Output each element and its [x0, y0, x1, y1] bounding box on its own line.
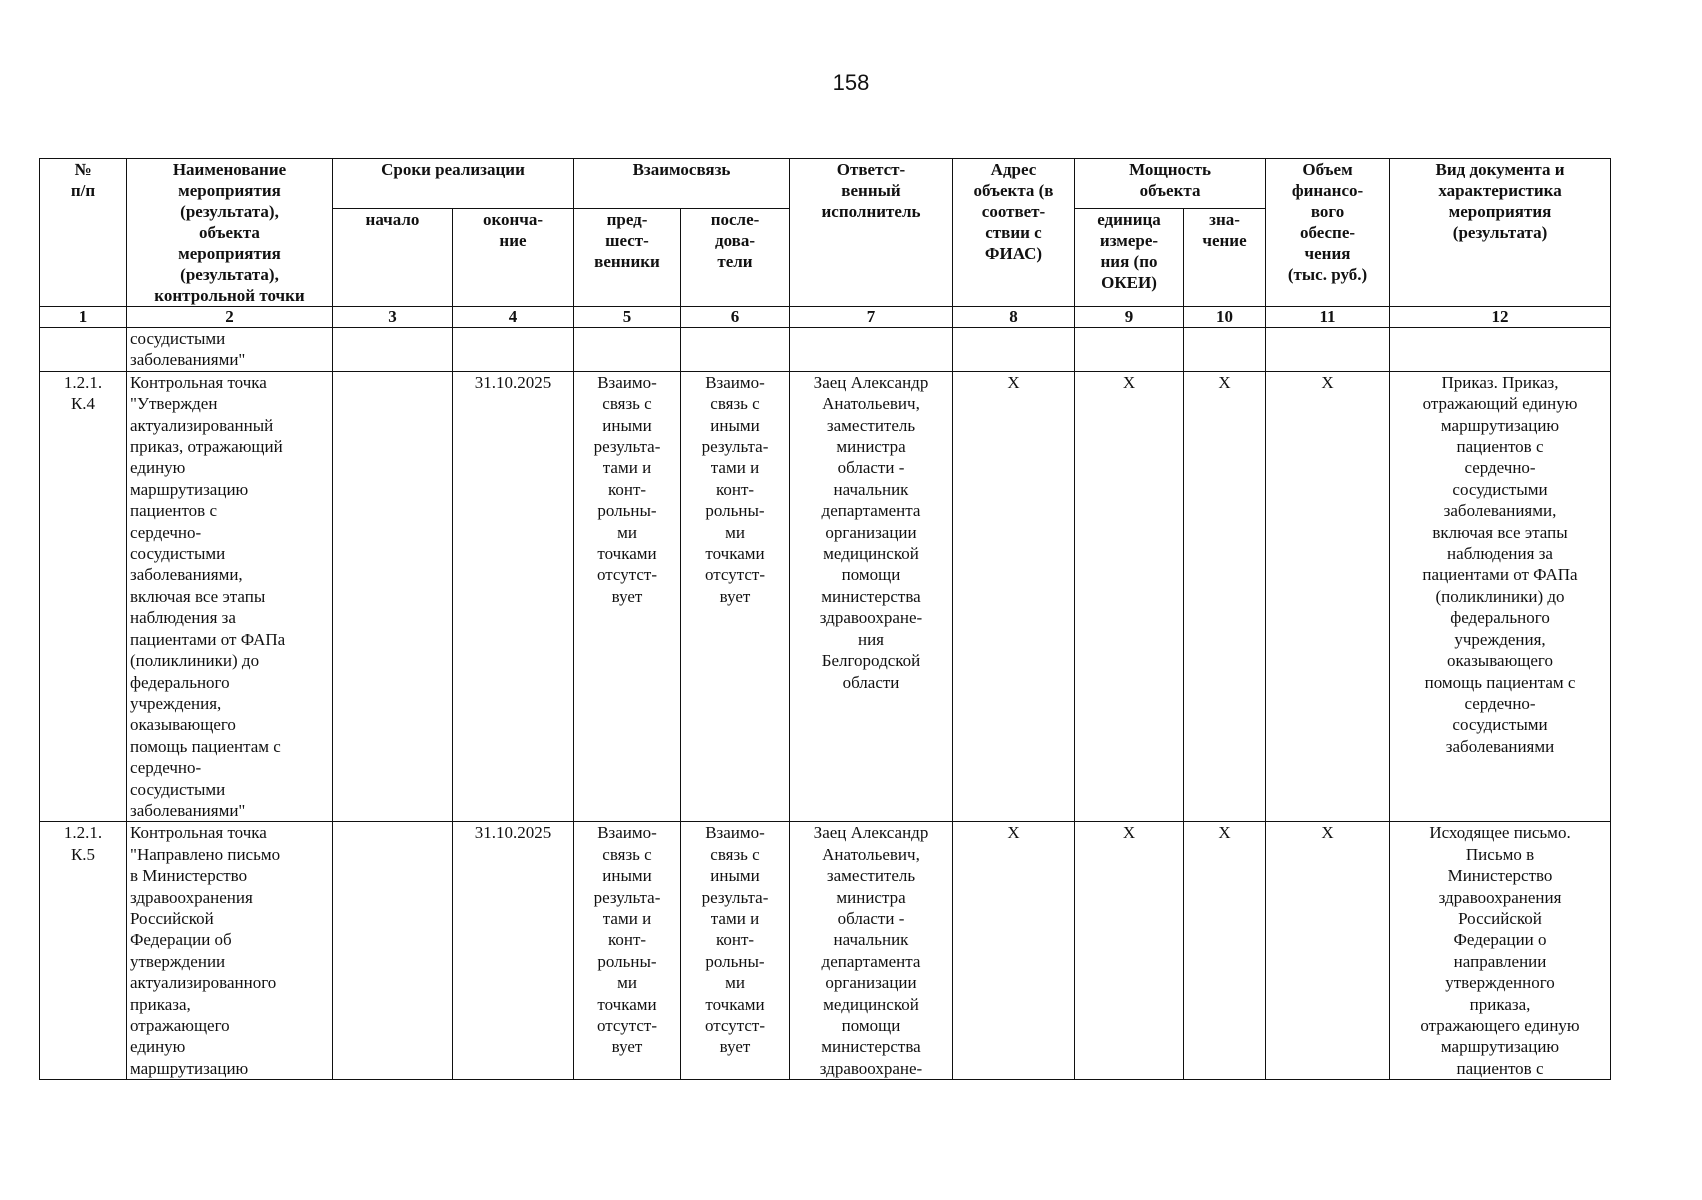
column-number: 10	[1184, 307, 1266, 328]
table-row	[40, 822, 1611, 1080]
row-responsible: Заец Александр Анатольевич, заместитель министра области - начальник департамента организации медицинской помощи министерства здравоохране- ния Белгородской области	[790, 371, 953, 822]
column-number: 12	[1390, 307, 1611, 328]
row-value: X	[1184, 822, 1266, 1080]
column-number: 8	[953, 307, 1075, 328]
row-value: X	[1184, 371, 1266, 822]
row-num: 1.2.1. К.5	[40, 822, 127, 1080]
row-doc-type: Приказ. Приказ, отражающий единую маршрутизацию пациентов с сердечно- сосудистыми заболеваниями, включая все этапы наблюдения за пациентами от ФАПа (поликлиники) до федерального учреждения, оказывающего помощь пациентам с сердечно- сосудистыми заболеваниями	[1390, 371, 1611, 822]
row-num: 1.2.1. К.4	[40, 371, 127, 822]
continuation-name: сосудистыми заболеваниями"	[127, 328, 333, 372]
column-number: 4	[453, 307, 574, 328]
row-successors: Взаимо- связь с иными результа- тами и конт- рольны- ми точками отсутст- вует	[681, 371, 790, 822]
header-terms: Сроки реализации	[333, 159, 574, 209]
row-address: X	[953, 822, 1075, 1080]
header-unit: единица измере- ния (по ОКЕИ)	[1075, 208, 1184, 306]
row-predecessors: Взаимо- связь с иными результа- тами и конт- рольны- ми точками отсутст- вует	[574, 371, 681, 822]
row-funding: X	[1266, 371, 1390, 822]
header-successors: после- дова- тели	[681, 208, 790, 306]
row-unit: X	[1075, 822, 1184, 1080]
column-number: 5	[574, 307, 681, 328]
row-unit: X	[1075, 371, 1184, 822]
header-value: зна- чение	[1184, 208, 1266, 306]
row-doc-type: Исходящее письмо. Письмо в Министерство здравоохранения Российской Федерации о направлении утвержденного приказа, отражающего единую маршрутизацию пациентов с	[1390, 822, 1611, 1080]
row-responsible: Заец Александр Анатольевич, заместитель министра области - начальник департамента организации медицинской помощи министерства здравоохране-	[790, 822, 953, 1080]
row-address: X	[953, 371, 1075, 822]
continuation-row	[40, 328, 1611, 372]
header-name: Наименование мероприятия (результата), объекта мероприятия (результата), контрольной точки	[127, 159, 333, 307]
row-name: Контрольная точка "Направлено письмо в Министерство здравоохранения Российской Федерации об утверждении актуализированного приказа, отражающего единую маршрутизацию	[127, 822, 333, 1080]
table-row	[40, 371, 1611, 822]
row-funding: X	[1266, 822, 1390, 1080]
header-funding: Объем финансо- вого обеспе- чения (тыс. руб.)	[1266, 159, 1390, 307]
row-successors: Взаимо- связь с иными результа- тами и конт- рольны- ми точками отсутст- вует	[681, 822, 790, 1080]
row-name: Контрольная точка "Утвержден актуализированный приказ, отражающий единую маршрутизацию пациентов с сердечно- сосудистыми заболеваниями, включая все этапы наблюдения за пациентами от ФАПа (поликлиники) до федерального учреждения, оказывающего помощь пациентам с сердечно- сосудистыми заболеваниями"	[127, 371, 333, 822]
header-doc-type: Вид документа и характеристика мероприятия (результата)	[1390, 159, 1611, 307]
row-predecessors: Взаимо- связь с иными результа- тами и конт- рольны- ми точками отсутст- вует	[574, 822, 681, 1080]
row-start	[333, 822, 453, 1080]
column-number: 11	[1266, 307, 1390, 328]
header-start: начало	[333, 208, 453, 306]
column-number: 2	[127, 307, 333, 328]
header-address: Адрес объекта (в соответ- ствии с ФИАС)	[953, 159, 1075, 307]
column-number-row	[40, 307, 1611, 328]
row-end: 31.10.2025	[453, 371, 574, 822]
header-predecessors: пред- шест- венники	[574, 208, 681, 306]
header-num: № п/п	[40, 159, 127, 307]
header-row-1	[40, 159, 1611, 209]
header-capacity: Мощность объекта	[1075, 159, 1266, 209]
column-number: 6	[681, 307, 790, 328]
header-responsible: Ответст- венный исполнитель	[790, 159, 953, 307]
column-number: 9	[1075, 307, 1184, 328]
activities-table	[39, 158, 1611, 1080]
header-relation: Взаимосвязь	[574, 159, 790, 209]
column-number: 3	[333, 307, 453, 328]
column-number: 1	[40, 307, 127, 328]
header-end: оконча- ние	[453, 208, 574, 306]
row-start	[333, 371, 453, 822]
row-end: 31.10.2025	[453, 822, 574, 1080]
page-number: 158	[832, 70, 870, 95]
column-number: 7	[790, 307, 953, 328]
